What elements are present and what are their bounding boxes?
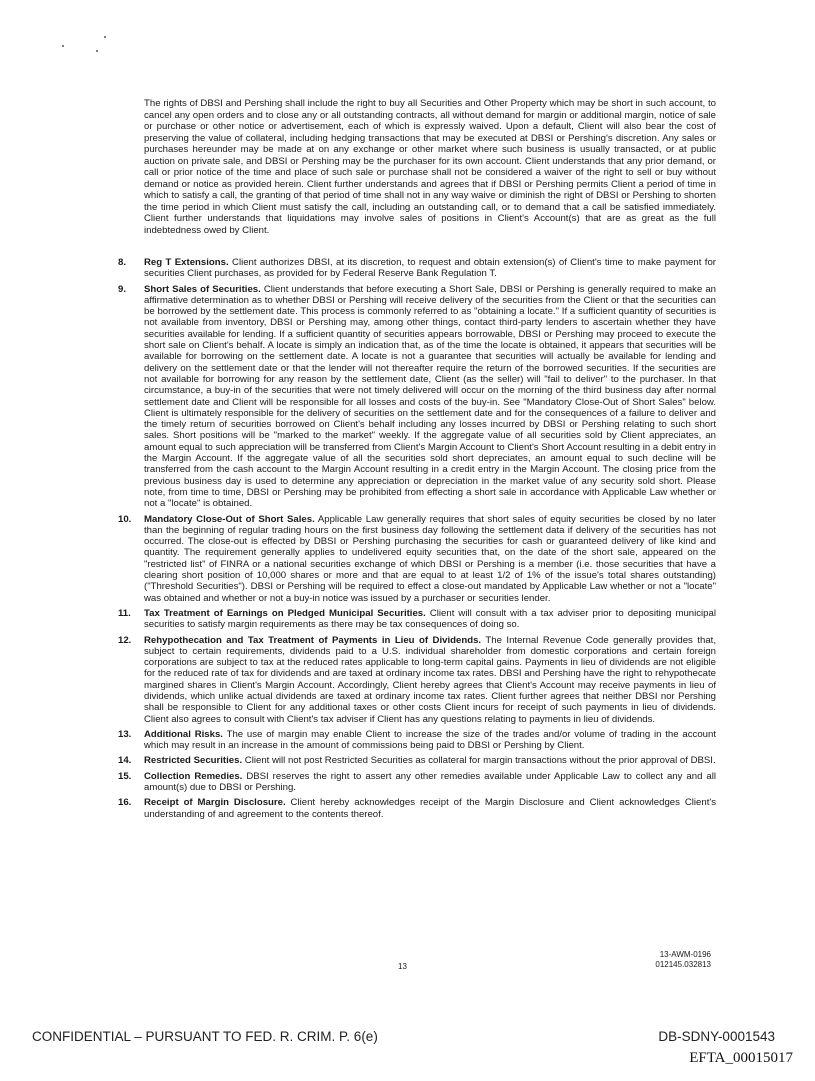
clause-heading: Mandatory Close-Out of Short Sales. bbox=[144, 513, 315, 525]
page-number: 13 bbox=[398, 962, 407, 971]
numbered-clauses bbox=[118, 257, 716, 824]
clause-text: The use of margin may enable Client to increase the size of the trades and/or volume of trading in the account which may result in an increase in the amount of commissions being paid to DBSI or Pershing by Client. bbox=[144, 728, 716, 752]
clause-text: Client authorizes DBSI, at its discretion, to request and obtain extension(s) of Client's time to make payment for securities Client purchases, as provided for by Federal Reserve Bank Regulation T. bbox=[144, 257, 716, 280]
clause-number: 13. bbox=[118, 728, 132, 740]
clause-12 bbox=[118, 635, 716, 725]
clause-14 bbox=[118, 755, 716, 766]
clause-heading: Additional Risks. bbox=[144, 728, 223, 740]
clause-13 bbox=[118, 729, 716, 752]
clause-8 bbox=[118, 257, 716, 280]
clause-number: 11. bbox=[118, 607, 131, 619]
clause-11 bbox=[118, 608, 716, 631]
form-code: 13-AWM-0196 bbox=[659, 950, 711, 959]
clause-text: Applicable Law generally requires that short sales of equity securities be closed by no later than the beginning of regular trading hours on the first business day following the settlement data if delivery of the securities has not occurred. The close-out is effected by DBSI or Pershing purchasing the securities for cash or guaranteed delivery of like kind and quantity. The requirement generally applies to undelivered equity securities that, on the date of the short sale, appeared on the "restricted list" of FINRA or a national securities exchange of which DBSI or Pershing is a member (i.e. those securities that have a clearing short position of 10,000 shares or more and that are equal to at least 1/2 of 1% of the issue's total shares outstanding) ("Threshold Securities"). DBSI or Pershing will be required to effect a close-out mandated by Applicable Law whether or not a "locate" was obtained and whether or not a buy-in notice was issued by a purchaser or securities lender. bbox=[144, 513, 716, 604]
scan-speck bbox=[104, 36, 106, 38]
clause-heading: Tax Treatment of Earnings on Pledged Municipal Securities. bbox=[144, 607, 426, 619]
clause-10 bbox=[118, 514, 716, 604]
clause-heading: Reg T Extensions. bbox=[144, 257, 229, 268]
clause-number: 10. bbox=[118, 513, 132, 525]
clause-number: 16. bbox=[118, 797, 132, 809]
clause-number: 14. bbox=[118, 755, 132, 767]
clause-text: Client understands that before executing a Short Sale, DBSI or Pershing is generally required to make an affirmative determination as to whether DBSI or Pershing will receive delivery of the securities from the Client or that the securities can be borrowed by the settlement date. This process is commonly referred to as "obtaining a locate." If a sufficient quantity of securities is not available from inventory, DBSI or Pershing may, among other things, contact third-party lenders to ascertain whether they have securities available for lending. If a sufficient quantity of securities appears borrowable, DBSI or Pershing may proceed to execute the short sale on Client's behalf. A locate is simply an indication that, as of the time the locate is obtained, it appears that securities will be available for borrowing on the settlement date. A locate is not a guarantee that securities will actually be available for lending and delivery on the settlement date or that the lender will not thereafter require the return of the borrowed securities. If the securities are not available for borrowing for any reason by the settlement date, Client (as the seller) will "fail to deliver" to the purchaser. In that circumstance, a buy-in of the securities that were not timely delivered will occur on the morning of the third business day after normal settlement date and Client will be responsible for all losses and costs of the buy-in. See "Mandatory Close-Out of Short Sales" below. Client is ultimately responsible for the delivery of securities on the settlement date and for the consequences of a failure to deliver and the timely return of securities borrowed on Client's behalf including any losses incurred by DBSI or Pershing relating to such short sales. Short positions will be "marked to the market" weekly. If the aggregate value of all securities sold by Client appreciates, an amount equal to such appreciation will be transferred from Client's Margin Account to Client's Short Account resulting in a debit entry in the Margin Account. If the aggregate value of all the securities sold short depreciates, an amount equal to such decline will be transferred from the cash account to the Margin Account resulting in a credit entry in the Margin Account. The closing price from the previous business day is used to determine any appreciation or depreciation in the market value of any security sold short. Please note, from time to time, DBSI or Pershing may be prohibited from effecting a short sale in accordance with Applicable Law whether or not a "locate" is obtained. bbox=[144, 283, 717, 510]
clause-text: Client will consult with a tax adviser prior to depositing municipal securities to satisfy margin requirements as there may be tax consequences of doing so. bbox=[144, 607, 716, 631]
clause-heading: Receipt of Margin Disclosure. bbox=[144, 797, 286, 809]
form-serial: 012145.032813 bbox=[655, 959, 711, 969]
clause-number: 9. bbox=[118, 283, 127, 295]
scan-speck bbox=[62, 45, 64, 47]
bates-number: DB-SDNY-0001543 bbox=[658, 1029, 775, 1044]
clause-number: 15. bbox=[118, 770, 132, 782]
clause-heading: Collection Remedies. bbox=[144, 770, 243, 782]
clause-heading: Restricted Securities. bbox=[144, 755, 243, 767]
clause-15 bbox=[118, 771, 716, 794]
clause-text: DBSI reserves the right to assert any other remedies available under Applicable Law to collect any and all amount(s) due to DBSI or Pershing. bbox=[144, 770, 716, 794]
clause-text: The Internal Revenue Code generally provides that, subject to certain requirements, dividends paid to a U.S. individual shareholder from domestic corporations and certain foreign corporations are subject to tax at the reduced rates applicable to long-term capital gains. Payments in lieu of dividends are not eligible for the reduced rate of tax for dividends and are taxed at ordinary income tax rates. DBSI and Pershing have the right to rehypothecate margined shares in Client's Margin Account. Accordingly, Client hereby agrees that Client's Account may receive payments in lieu of dividends, which unlike actual dividends are taxed at ordinary income tax rates. Client further agrees that neither DBSI nor Pershing shall be responsible to Client for any additional taxes or other costs Client incurs for receipt of such payments in lieu of dividends. Client also agrees to consult with Client's tax adviser if Client has any questions relating to payments in lieu of dividends. bbox=[144, 634, 717, 725]
clause-16 bbox=[118, 797, 716, 820]
form-reference bbox=[655, 950, 711, 969]
clause-heading: Rehypothecation and Tax Treatment of Payments in Lieu of Dividends. bbox=[144, 634, 482, 646]
clause-text: Client will not post Restricted Securities as collateral for margin transactions without the prior approval of DBSI. bbox=[242, 755, 716, 767]
clause-heading: Short Sales of Securities. bbox=[144, 283, 261, 295]
clause-text: Client hereby acknowledges receipt of the Margin Disclosure and Client acknowledges Client's understanding of and agreement to the contents thereof. bbox=[144, 797, 716, 820]
efta-number: EFTA_00015017 bbox=[689, 1050, 793, 1066]
scan-speck bbox=[96, 50, 98, 52]
intro-paragraph: The rights of DBSI and Pershing shall include the right to buy all Securities and Other Property which may be short in such account, to cancel any open orders and to close any or all outstanding contracts, all without demand for margin or additional margin, notice of sale or purchase or other notice or advertisement, each of which is expressly waived. Upon a default, Client will also bear the cost of preserving the value of collateral, including hedging transactions that may be executed at DBSI or Pershing's discretion. Any sales or purchases hereunder may be made at on any exchange or other market where such business is usually transacted, or at public auction on private sale, and DBSI or Pershing may be the purchaser for its own account. Client understands that any prior demand, or call or prior notice of the time and place of such sale or purchase shall not be considered a waiver of the right to sell or buy without demand or notice as provided herein. Client further understands and agrees that if DBSI or Pershing permits Client a period of time in which to satisfy a call, the granting of that period of time shall not in any way waive or diminish the right of DBSI or Pershing to shorten the time period in which Client must satisfy the call, including an outstanding call, or to demand that a call be satisfied immediately. Client further understands that liquidations may involve sales of positions in Client's Account(s) that are as great as the full indebtedness owed by Client. bbox=[144, 98, 716, 236]
clause-number: 8. bbox=[118, 257, 127, 268]
confidential-notice: CONFIDENTIAL – PURSUANT TO FED. R. CRIM. P. 6(e) bbox=[32, 1029, 378, 1044]
clause-9 bbox=[118, 284, 716, 510]
clause-number: 12. bbox=[118, 634, 132, 646]
